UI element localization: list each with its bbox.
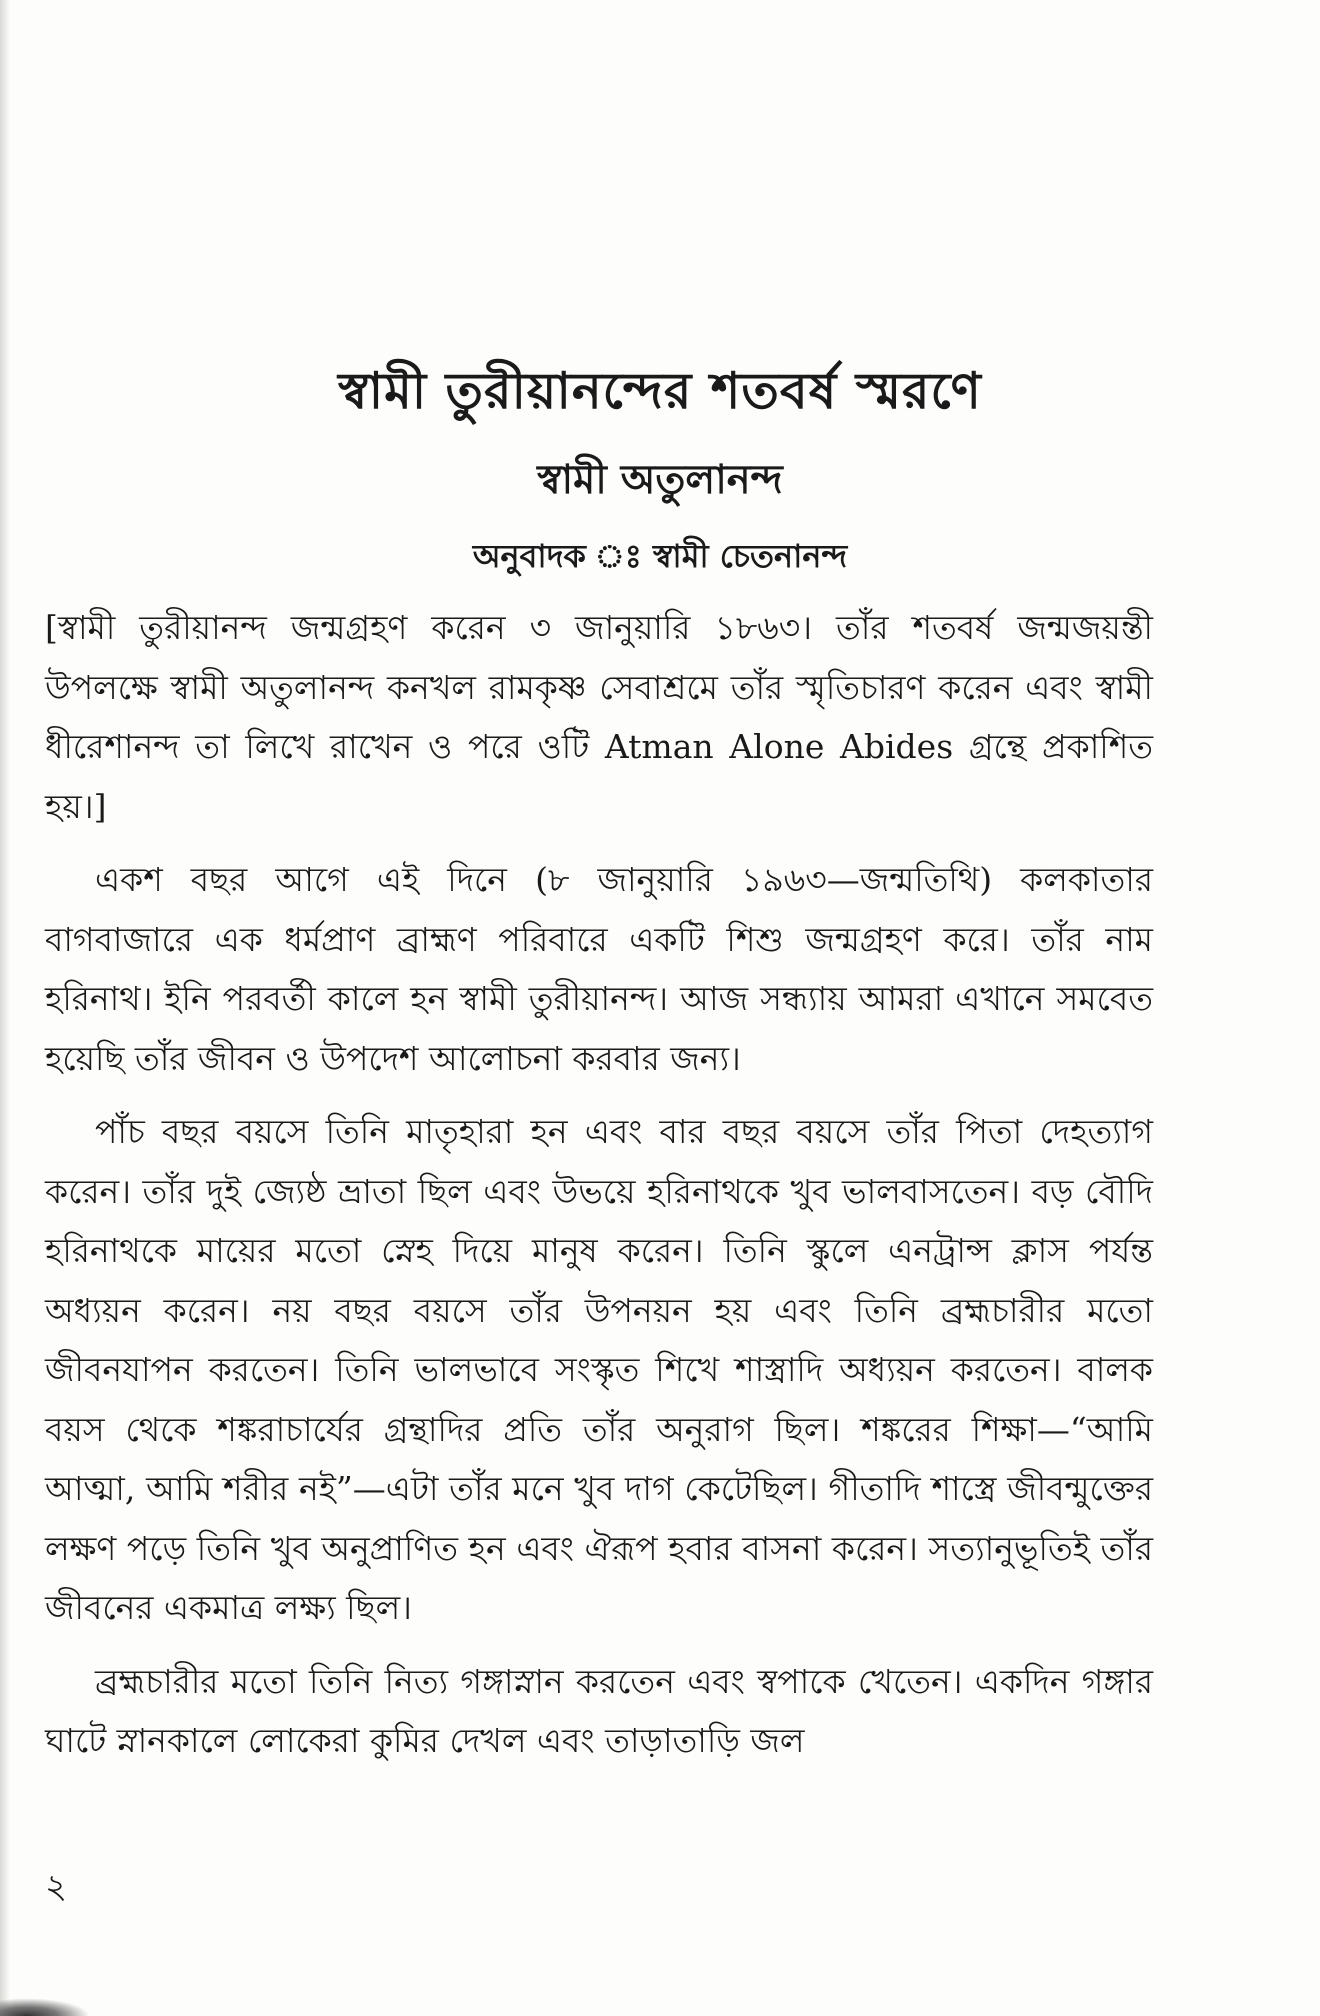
translator-line: অনুবাদক ঃ স্বামী চেতনানন্দ bbox=[472, 537, 848, 575]
page-edge-shadow bbox=[0, 0, 10, 2016]
scan-corner-mark bbox=[0, 1998, 90, 2016]
paragraph-birth: একশ বছর আগে এই দিনে (৮ জানুয়ারি ১৯৬৩—জন্মতিথি) কলকাতার বাগবাজারে এক ধর্মপ্রাণ ব্রাহ্মণ পরিবারে একটি শিশু জন্মগ্রহণ করে। তাঁর নাম হরিনাথ। ইনি পরবর্তী কালে হন স্বামী তুরীয়ানন্দ। আজ সন্ধ্যায় আমরা এখানে সমবেত হয়েছি তাঁর জীবন ও উপদেশ আলোচনা করবার জন্য। bbox=[45, 860, 1153, 1078]
paragraph-childhood: পাঁচ বছর বয়সে তিনি মাতৃহারা হন এবং বার বছর বয়সে তাঁর পিতা দেহত্যাগ করেন। তাঁর দুই জ্যেষ্ঠ ভ্রাতা ছিল এবং উভয়ে হরিনাথকে খুব ভালবাসতেন। বড় বৌদি হরিনাথকে মায়ের মতো স্নেহ দিয়ে মানুষ করেন। তিনি স্কুলে এনট্রান্স ক্লাস পর্যন্ত অধ্যয়ন করেন। নয় বছর বয়সে তাঁর উপনয়ন হয় এবং তিনি ব্রহ্মচারীর মতো জীবনযাপন করতেন। তিনি ভালভাবে সংস্কৃত শিখে শাস্ত্রাদি অধ্যয়ন করতেন। বালক বয়স থেকে শঙ্করাচার্যের গ্রন্থাদির প্রতি তাঁর অনুরাগ ছিল। শঙ্করের শিক্ষা—“আমি আত্মা, আমি শরীর নই”—এটা তাঁর মনে খুব দাগ কেটেছিল। গীতাদি শাস্ত্রে জীবন্মুক্তের লক্ষণ পড়ে তিনি খুব অনুপ্রাণিত হন এবং ঐরূপ হবার বাসনা করেন। সত্যানুভূতিই তাঁর জীবনের একমাত্র লক্ষ্য ছিল। bbox=[45, 1112, 1153, 1627]
page-number: ২ bbox=[45, 1867, 68, 1907]
author-name: স্বামী অতুলানন্দ bbox=[537, 457, 783, 503]
body-text bbox=[45, 598, 1153, 1771]
paragraph-brahmachari: ব্রহ্মচারীর মতো তিনি নিত্য গঙ্গাস্নান করতেন এবং স্বপাকে খেতেন। একদিন গঙ্গার ঘাটে স্নানকালে লোকেরা কুমির দেখল এবং তাড়াতাড়ি জল bbox=[45, 1661, 1153, 1760]
chapter-title: স্বামী তুরীয়ানন্দের শতবর্ষ স্মরণে bbox=[338, 361, 982, 420]
editorial-note-paragraph: [স্বামী তুরীয়ানন্দ জন্মগ্রহণ করেন ৩ জানুয়ারি ১৮৬৩। তাঁর শতবর্ষ জন্মজয়ন্তী উপলক্ষে স্বামী অতুলানন্দ কনখল রামকৃষ্ণ সেবাশ্রমে তাঁর স্মৃতিচারণ করেন এবং স্বামী ধীরেশানন্দ তা লিখে রাখেন ও পরে ওটি Atman Alone Abides গ্রন্থে প্রকাশিত হয়।] bbox=[45, 608, 1153, 826]
